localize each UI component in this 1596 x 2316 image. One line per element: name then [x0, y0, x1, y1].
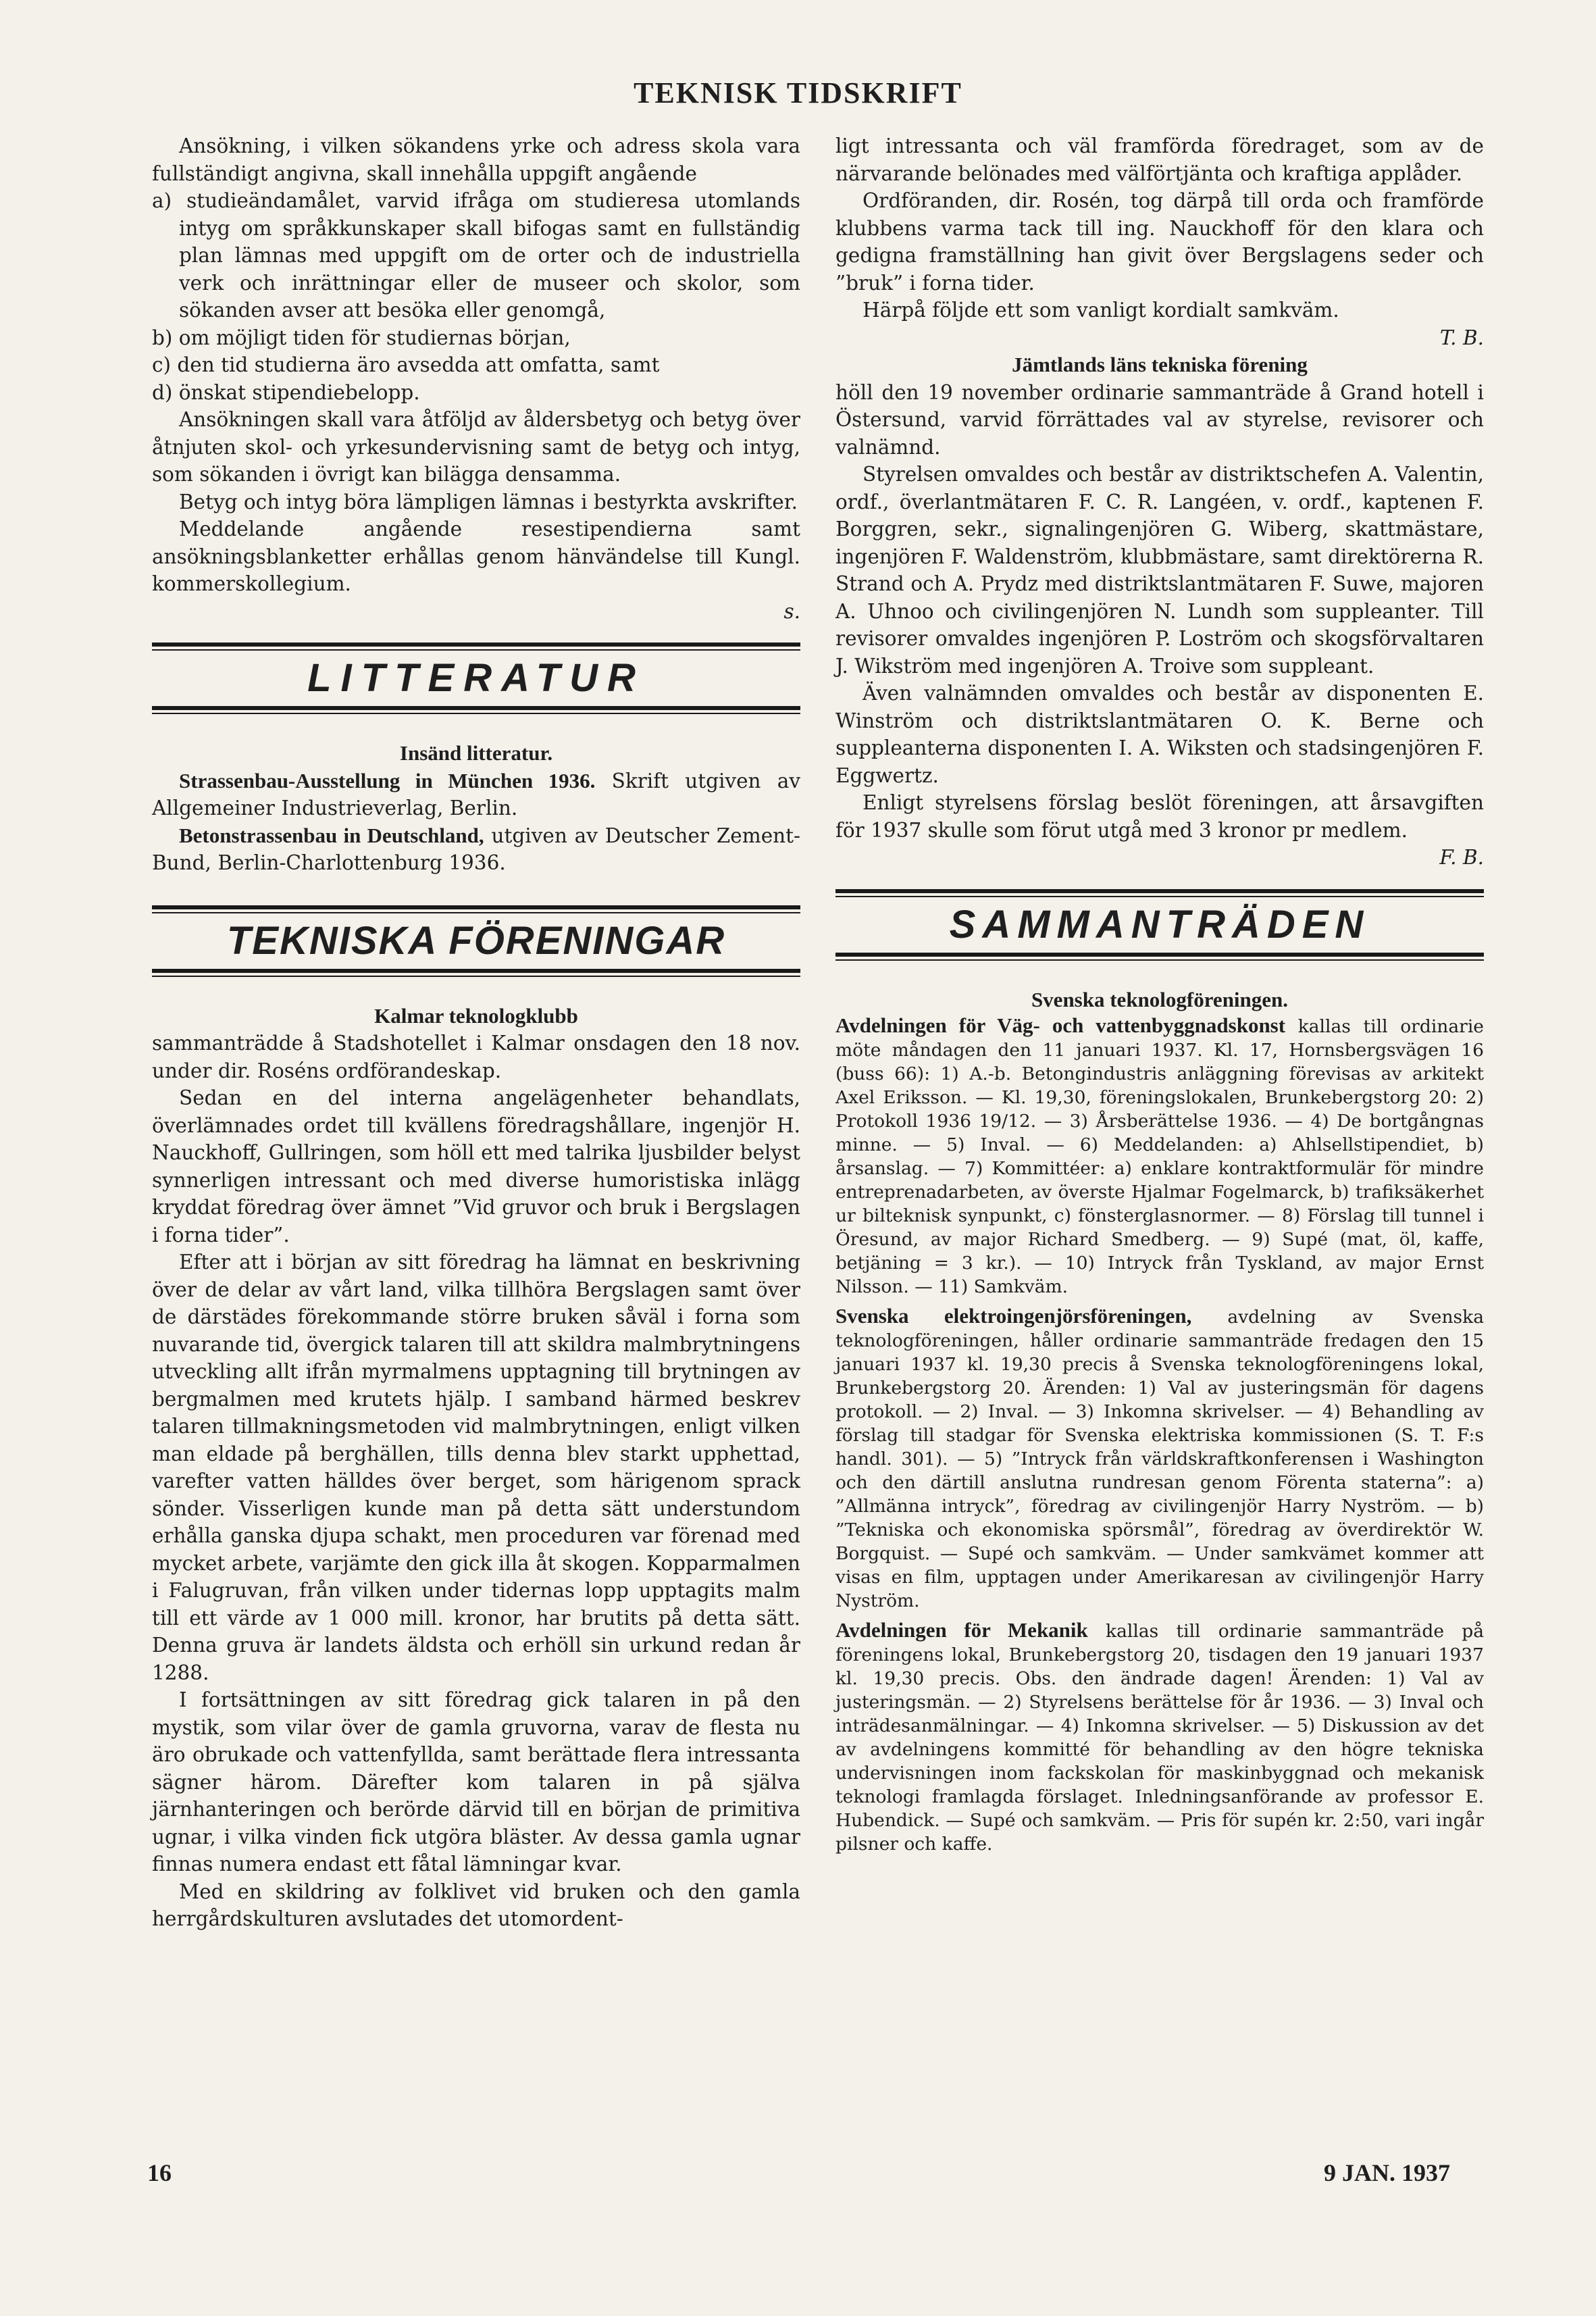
list-item: b) om möjligt tiden för studiernas början,	[152, 326, 571, 349]
literature-title: Strassenbau-Ausstellung in München 1936.	[179, 768, 596, 792]
section-banner-sammantraden	[835, 884, 1484, 969]
section-title: SAMMANTRÄDEN	[949, 902, 1370, 947]
paragraph: Ansökningen skall vara åtföljd av åldersbetyg och betyg över åtnjuten skol- och yrkesundervisning samt de betyg och intyg, som sökanden i övrigt kan bilägga densamma.	[152, 408, 800, 486]
meeting-org: Avdelningen för Mekanik	[835, 1618, 1088, 1642]
paragraph: ligt intressanta och väl framförda föredraget, som av de närvarande belönades med välförtjänta och kraftiga applåder.	[835, 134, 1484, 185]
meeting-text: kallas till ordinarie möte måndagen den 11 januari 1937. Kl. 17, Hornsbergsvägen 16 (buss 66): 1) A.-b. Betongindustris anläggning förevisas av arkitekt Axel Eriksson. — Kl. 19,30, föreningslokalen, Brunkebergstorg 20: 2) Protokoll 1936 19/12. — 3) Årsberättelse 1936. — 4) De bortgångnas minne. — 5) Inval. — 6) Meddelanden: a) Ahlsellstipendiet, b) årsanslag. — 7) Kommittéer: a) enklare kontraktformulär för mindre entreprenadarbeten, av överste Hjalmar Fogelmarck, b) trafiksäkerhet ur bilteknisk synpunkt, c) fönsterglasnormer. — 8) Förslag till tunnel i Öresund, av major Richard Smedberg. — 9) Supé (mat, öl, kaffe, betjäning = 3 kr.). — 10) Intryck från Tyskland, av major Ernst Nilsson. — 11) Samkväm.	[835, 1016, 1484, 1297]
rule	[152, 969, 800, 977]
meeting-notice	[835, 1618, 1484, 1856]
meeting-text: kallas till ordinarie sammanträde på föreningens lokal, Brunkebergstorg 20, tisdagen den 19 januari 1937 kl. 19,30 precis. Obs. den ändrade dagen! Ärenden: 1) Val av justeringsmän. — 2) Styrelsens berättelse för år 1936. — 3) Inval och inträdesanmälningar. — 4) Inkomna skrivelser. — 5) Diskussion av det av avdelningens kommitté för behandling av den högre tekniska undervisningen inom fackskolan för maskinbyggnad och mekanisk teknologi framlagda förslaget. Inledningsanförande av professor E. Hubendick. — Supé och samkväm. — Pris för supén kr. 2:50, vari ingår pilsner och kaffe.	[835, 1621, 1484, 1855]
paragraph: Betyg och intyg böra lämpligen lämnas i bestyrkta avskrifter.	[179, 490, 798, 513]
paragraph: höll den 19 november ordinarie sammanträde å Grand hotell i Östersund, varvid förrättades val av styrelse, revisorer och valnämnd.	[835, 380, 1484, 459]
signature: F. B.	[1439, 846, 1484, 869]
paragraph: Sedan en del interna angelägenheter behandlats, överlämnades ordet till kvällens föredragshållare, ingenjör H. Nauckhoff, Gullringen, som höll ett med talrika ljusbilder belyst synnerligen intressant och med diverse humoristiska inlägg kryddat föredrag över ämnet ”Vid gruvor och bruk i Bergslagen i forna tider”.	[152, 1086, 800, 1247]
paragraph: Enligt styrelsens förslag beslöt föreningen, att årsavgiften för 1937 skulle som förut utgå med 3 kronor pr medlem.	[835, 791, 1484, 842]
paragraph: Även valnämnden omvaldes och består av disponenten E. Winström och distriktslantmätaren O. K. Berne och suppleanterna disponenten I. A. Wiksten och stadsingenjören F. Eggwertz.	[835, 682, 1484, 787]
issue-date: 9 JAN. 1937	[1324, 2159, 1450, 2186]
meeting-org: Svenska elektroingenjörsföreningen,	[835, 1304, 1192, 1328]
meeting-org: Avdelningen för Väg- och vattenbyggnadskonst	[835, 1013, 1286, 1037]
section-banner-litteratur	[152, 637, 800, 722]
rule	[152, 905, 800, 913]
meeting-notice	[835, 1304, 1484, 1613]
page-number: 16	[147, 2159, 172, 2186]
paragraph: Styrelsen omvaldes och består av distriktschefen A. Valentin, ordf., överlantmätaren F. C. R. Langéen, v. ordf., kaptenen F. Borggren, sekr., signalingenjören G. Wiberg, skattmästare, ingenjören F. Waldenström, klubbmästare, samt direktörerna R. Strand och A. Prydz med distriktslantmätaren F. Suwe, majoren A. Uhnoo och civilingenjören N. Lundh som suppleanter. Till revisorer omvaldes ingenjören P. Loström och skogsförvaltaren J. Wikström med ingenjören A. Troive som suppleant.	[835, 463, 1484, 678]
list-item: d) önskat stipendiebelopp.	[152, 380, 420, 404]
meeting-notice	[835, 1013, 1484, 1299]
paragraph: Härpå följde ett som vanligt kordialt samkväm.	[863, 299, 1339, 322]
rule	[835, 889, 1484, 897]
literature-entry	[152, 822, 800, 877]
signature: s.	[783, 599, 800, 623]
paragraph: I fortsättningen av sitt föredrag gick talaren in på den mystik, som vilar över de gamla gruvorna, varav de flesta nu äro obrukade och vattenfyllda, samt berättade flera intressanta sägner härom. Därefter kom talaren in på själva järnhanteringen och berörde därvid till en början de primitiva ugnar, i vilka vinden fick utgöra bläster. Av dessa gamla ugnar finnas numera endast ett fåtal lämningar kvar.	[152, 1688, 800, 1876]
rule	[152, 643, 800, 651]
section-title: LITTERATUR	[307, 656, 645, 700]
rule	[152, 706, 800, 714]
paragraph: Ansökning, i vilken sökandens yrke och adress skola vara fullständigt angivna, skall innehålla uppgift angående	[152, 134, 800, 185]
section-banner-foreningar	[152, 900, 800, 985]
section-title: TEKNISKA FÖRENINGAR	[226, 918, 726, 963]
list-item: c) den tid studierna äro avsedda att omfatta, samt	[152, 353, 660, 376]
paragraph: Meddelande angående resestipendierna samt ansökningsblanketter erhållas genom hänvändelse till Kungl. kommerskollegium.	[152, 518, 800, 595]
list-item: a) studieändamålet, varvid ifråga om studieresa utomlands intyg om språkkunskaper skall bifogas samt en fullständig plan lämnas med uppgift om de orter och de industriella verk och inrättningar eller de museer och skolor, som sökanden avser att besöka eller genomgå,	[152, 189, 800, 322]
literature-entry	[152, 767, 800, 822]
rule	[835, 953, 1484, 961]
subheading: Jämtlands läns tekniska förening	[1012, 353, 1308, 376]
subheading: Insänd litteratur.	[399, 741, 553, 765]
meeting-text: avdelning av Svenska teknologföreningen, håller ordinarie sammanträde fredagen den 15 januari 1937 kl. 19,30 precis å Svenska teknologföreningens lokal, Brunkebergstorg 20. Ärenden: 1) Val av justeringsmän för dagens protokoll. — 2) Inval. — 3) Inkomna skrivelser. — 4) Behandling av förslag till stadgar för Svenska elektriska kommissionen (S. T. F:s handl. 301). — 5) ”Intryck från världskraftkonferensen i Washington och den därtill anslutna rundresan genom Förenta staterna”: a) ”Allmänna intryck”, föredrag av civilingenjör Harry Nyström. — b) ”Tekniska och ekonomiska spörsmål”, föredrag av överdirektör W. Borgquist. — Supé och samkväm. — Under samkvämet kommer att visas en film, upptagen under Amerikaresan av civilingenjör Harry Nyström.	[835, 1307, 1484, 1611]
signature: T. B.	[1439, 326, 1484, 349]
literature-text: utgiven av Deutscher Zement-Bund, Berlin-Charlottenburg 1936.	[152, 824, 800, 874]
literature-title: Betonstrassenbau in Deutschland,	[179, 823, 484, 847]
subheading: Svenska teknologföreningen.	[1031, 987, 1289, 1011]
left-column	[152, 132, 800, 1933]
literature-text: Skrift utgiven av Allgemeiner Industrieverlag, Berlin.	[152, 769, 800, 820]
subheading: Kalmar teknologklubb	[374, 1003, 578, 1028]
paragraph: Ordföranden, dir. Rosén, tog därpå till orda och framförde klubbens varma tack till ing. Nauckhoff för den klara och gedigna framställning han givit över Bergslagens seder och ”bruk” i forna tider.	[835, 189, 1484, 295]
paragraph: sammanträdde å Stadshotellet i Kalmar onsdagen den 18 nov. under dir. Roséns ordförandeskap.	[152, 1032, 800, 1082]
paragraph: Med en skildring av folklivet vid bruken och den gamla herrgårdskulturen avslutades det utomordent-	[152, 1880, 800, 1930]
right-column	[835, 132, 1484, 1856]
masthead: TEKNISK TIDSKRIFT	[634, 76, 962, 109]
paragraph: Efter att i början av sitt föredrag ha lämnat en beskrivning över de delar av vårt land, vilka tillhöra Bergslagen samt över de därstädes förekommande större bruken såväl i forna som nuvarande tid, övergick talaren till att skildra malmbrytningens utveckling allt ifrån myrmalmens upptagning till brytningen av bergmalmen med krutets hjälp. I samband härmed beskrev talaren tillmakningsmetoden vid malmbrytningen, enligt vilken man eldade på berghällen, tills denna blev starkt upphettad, varefter vatten hälldes över berget, som härigenom sprack sönder. Visserligen kunde man på detta sätt understundom erhålla ganska djupa schakt, men proceduren var förenad med mycket arbete, varjämte den gick illa åt skogen. Kopparmalmen i Falugruvan, från vilken under tidernas lopp upptagits malm till ett värde av 1 000 mill. kronor, har brutits på detta sätt. Denna gruva är landets äldsta och erhöll sin urkund redan år 1288.	[152, 1251, 800, 1684]
